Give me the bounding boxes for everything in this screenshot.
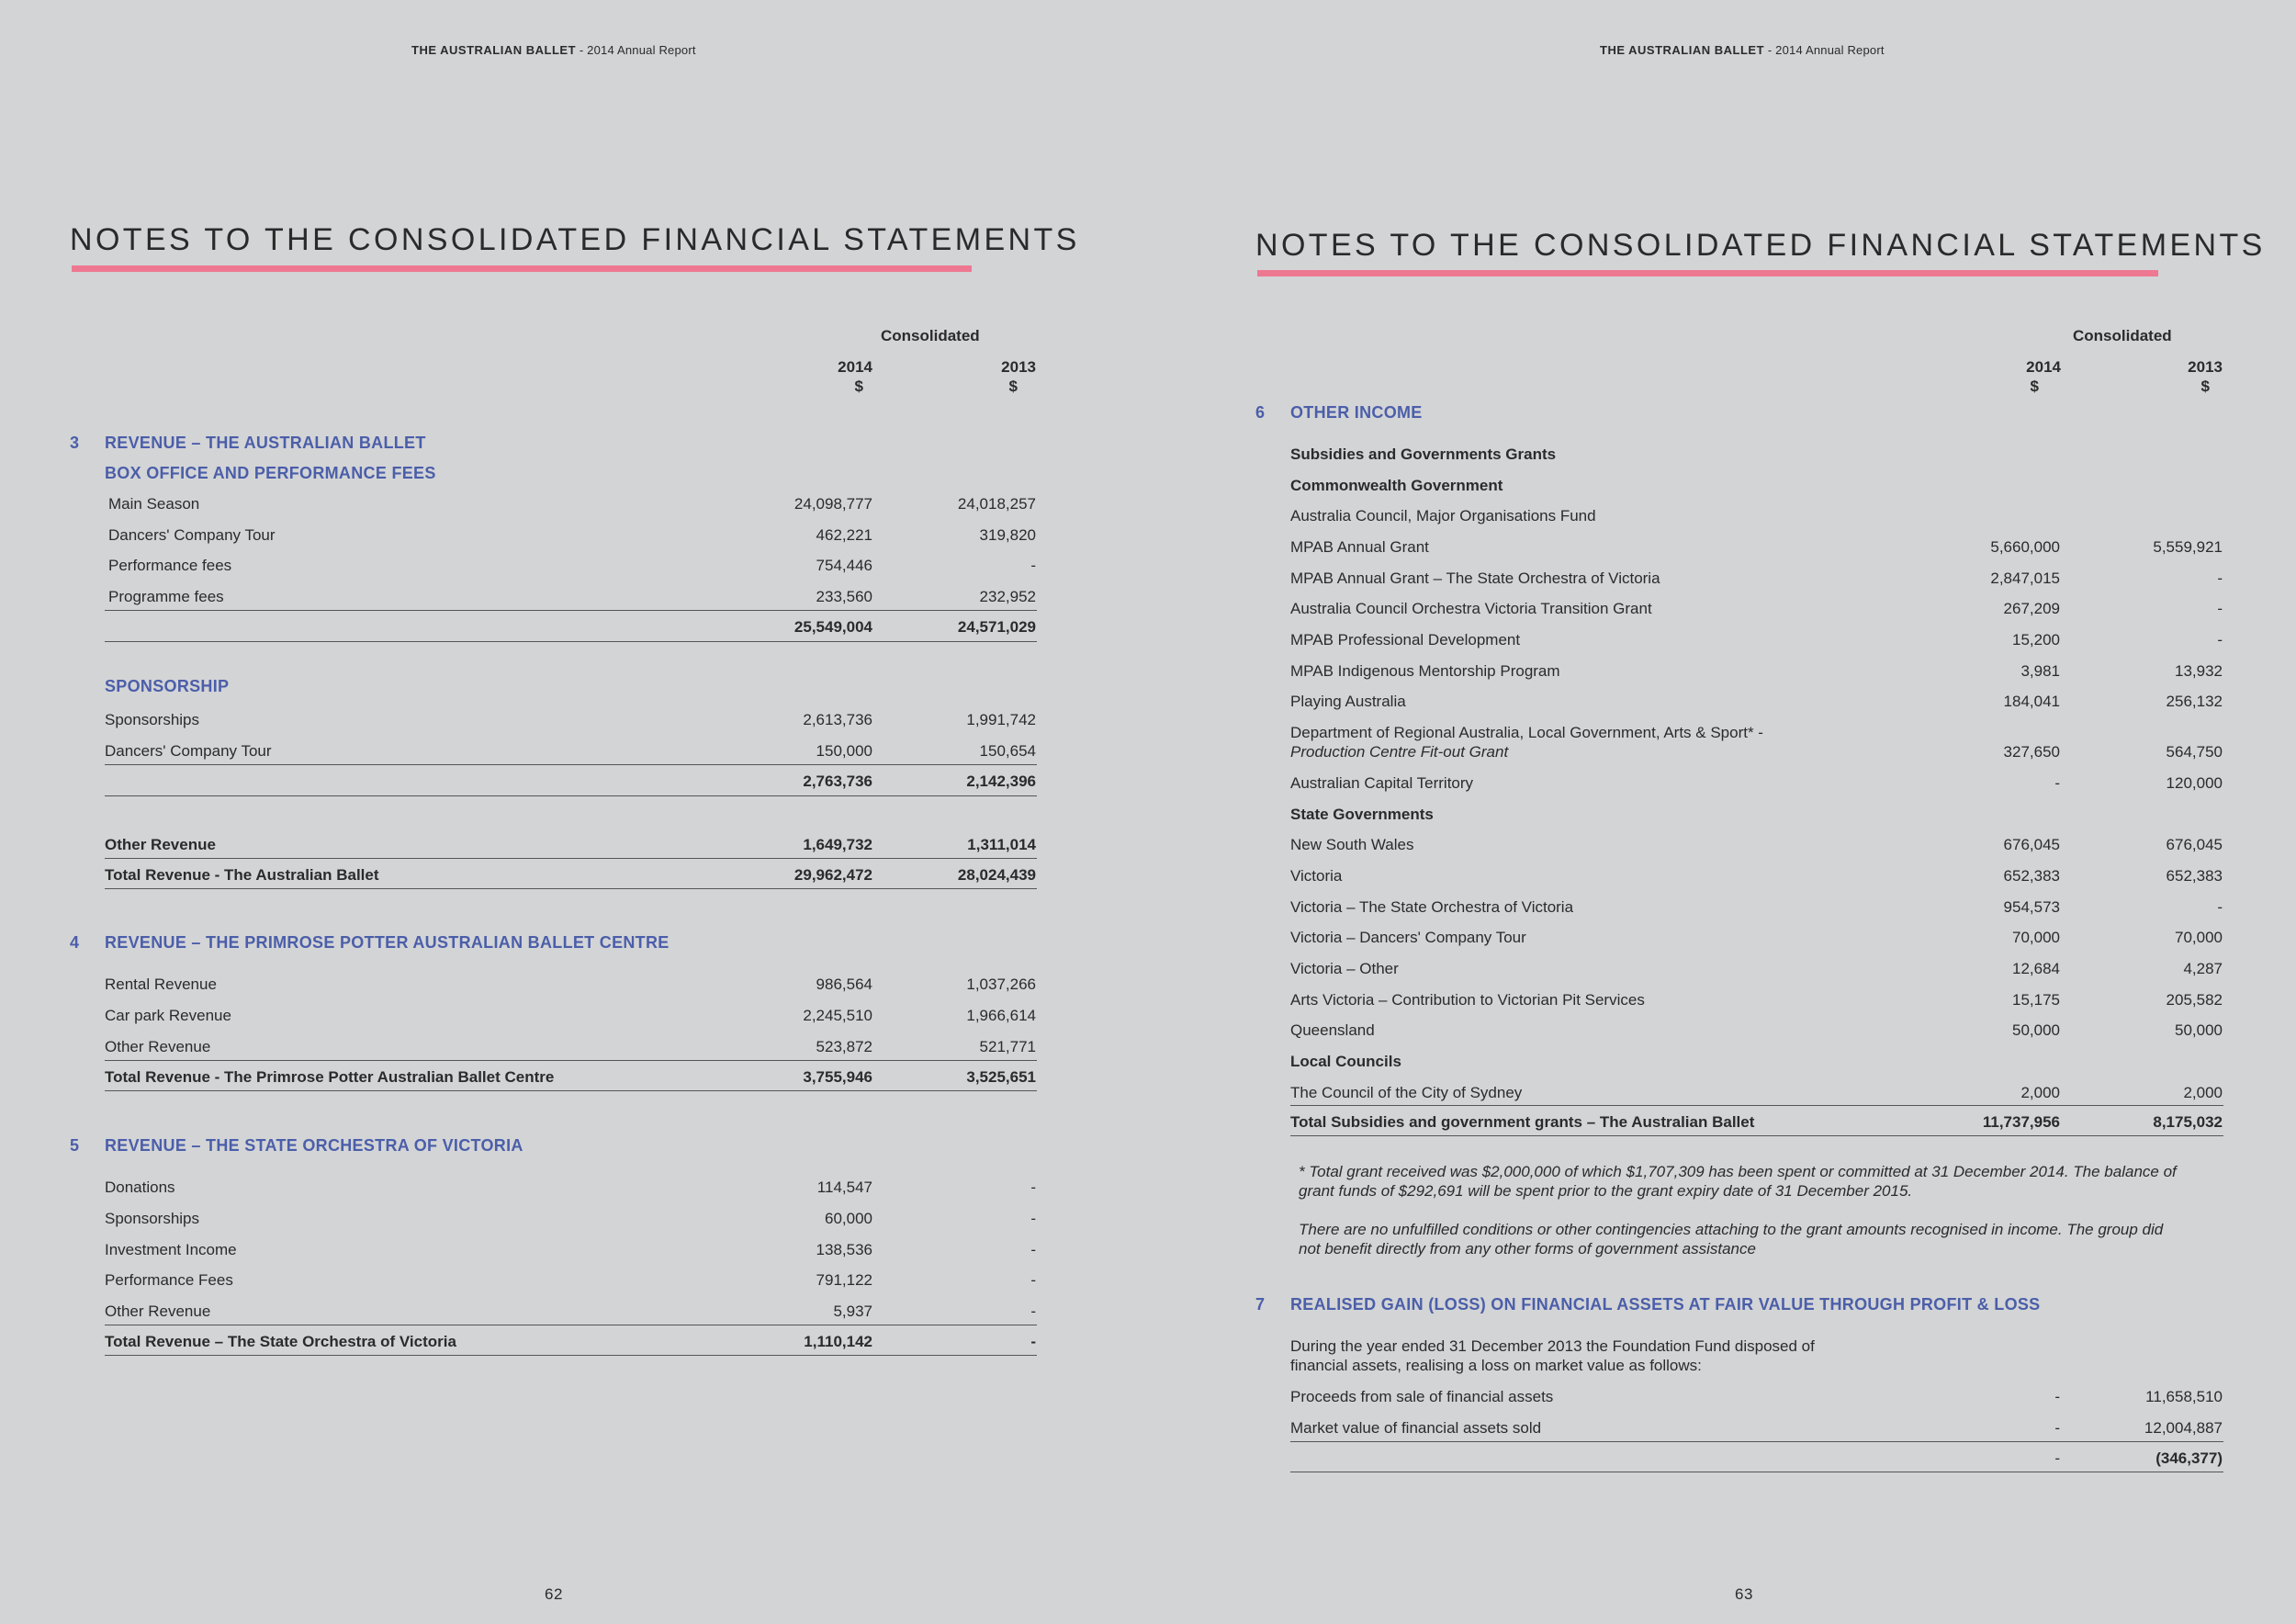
rule [105, 1090, 1037, 1091]
group-heading: Subsidies and Governments Grants [1290, 445, 1557, 463]
cell-2013: - [1030, 1271, 1036, 1289]
row-label: Investment Income [105, 1241, 237, 1258]
cell-2013: 232,952 [979, 588, 1036, 605]
footnote-line: * Total grant received was $2,000,000 of which $1,707,309 has been spent or committed at 31 December 2014. The balance of [1299, 1163, 2177, 1180]
cell-2014: 267,209 [2003, 600, 2060, 617]
total-revenue-2013: 28,024,439 [957, 866, 1036, 884]
rule [105, 610, 1037, 611]
rule [105, 795, 1037, 796]
title-underline [72, 265, 972, 272]
currency-2013: $ [1008, 378, 1018, 395]
total-2013: - [1030, 1333, 1036, 1350]
page-title: NOTES TO THE CONSOLIDATED FINANCIAL STATEMENTS [70, 222, 1080, 257]
cell-2014: - [2054, 1388, 2060, 1405]
row-label: Victoria – The State Orchestra of Victoria [1290, 898, 1574, 916]
cell-2014: 60,000 [825, 1210, 872, 1227]
cell-2014: 2,613,736 [803, 711, 872, 728]
row-label: Main Season [108, 495, 200, 513]
cell-2014: 523,872 [816, 1038, 872, 1055]
section-number: 6 [1255, 403, 1266, 422]
cell-2014: 5,937 [833, 1303, 872, 1320]
row-label: Donations [105, 1179, 175, 1196]
cell-2013: 13,932 [2175, 662, 2223, 680]
subtotal-2013: 24,571,029 [957, 618, 1036, 636]
consolidated-heading: Consolidated [2073, 327, 2172, 344]
year-2013: 2013 [1001, 358, 1036, 376]
year-2014: 2014 [838, 358, 872, 376]
cell-2013: 4,287 [2183, 960, 2223, 977]
cell-2013: - [2217, 898, 2223, 916]
cell-2014: - [2054, 774, 2060, 792]
cell-2014: 233,560 [816, 588, 872, 605]
row-label: Australia Council, Major Organisations Fund [1290, 507, 1596, 524]
section-title: OTHER INCOME [1290, 403, 1423, 422]
cell-2013: 564,750 [2166, 743, 2223, 761]
row-label: Dancers' Company Tour [108, 526, 276, 544]
rule [105, 641, 1037, 642]
intro-line: financial assets, realising a loss on market value as follows: [1290, 1357, 1702, 1374]
title-underline [1257, 270, 2158, 276]
total-2014: 3,755,946 [803, 1068, 872, 1086]
cell-2014: 15,200 [2012, 631, 2060, 648]
cell-2013: - [1030, 557, 1036, 574]
rule [105, 1355, 1037, 1356]
row-label: Dancers' Company Tour [105, 742, 272, 760]
cell-2014: 15,175 [2012, 991, 2060, 1009]
subtotal-2014: 2,763,736 [803, 773, 872, 790]
cell-2013: 12,004,887 [2144, 1419, 2223, 1437]
cell-2013: 521,771 [979, 1038, 1036, 1055]
cell-2013: 50,000 [2175, 1021, 2223, 1039]
cell-2013: 205,582 [2166, 991, 2223, 1009]
row-label: Other Revenue [105, 1038, 211, 1055]
group-heading: State Governments [1290, 806, 1434, 823]
row-label: The Council of the City of Sydney [1290, 1084, 1523, 1101]
row-label: Proceeds from sale of financial assets [1290, 1388, 1554, 1405]
cell-2014: 2,245,510 [803, 1007, 872, 1024]
row-label: Arts Victoria – Contribution to Victorian Pit Services [1290, 991, 1645, 1009]
row-label: Queensland [1290, 1021, 1375, 1039]
total-label: Total Revenue - The Primrose Potter Australian Ballet Centre [105, 1068, 555, 1086]
row-label: Australia Council Orchestra Victoria Transition Grant [1290, 600, 1652, 617]
section-title: REALISED GAIN (LOSS) ON FINANCIAL ASSETS AT FAIR VALUE THROUGH PROFIT & LOSS [1290, 1295, 2041, 1314]
row-label: Performance Fees [105, 1271, 233, 1289]
currency-2014: $ [854, 378, 863, 395]
row-label: Department of Regional Australia, Local Government, Arts & Sport* - [1290, 724, 1763, 741]
cell-2014: 150,000 [816, 742, 872, 760]
cell-2013: 652,383 [2166, 867, 2223, 885]
rule [105, 764, 1037, 765]
cell-2014: 652,383 [2003, 867, 2060, 885]
rule [1290, 1441, 2223, 1442]
cell-2014: 676,045 [2003, 836, 2060, 853]
cell-2014: 754,446 [816, 557, 872, 574]
cell-2013: - [2217, 631, 2223, 648]
cell-2013: 1,991,742 [966, 711, 1036, 728]
cell-2014: 986,564 [816, 976, 872, 993]
section-number: 5 [70, 1136, 80, 1155]
row-label: Other Revenue [105, 1303, 211, 1320]
cell-2013: 11,658,510 [2145, 1388, 2223, 1405]
subtotal-2014: 25,549,004 [793, 618, 872, 636]
row-label: MPAB Indigenous Mentorship Program [1290, 662, 1560, 680]
cell-2013: - [2217, 570, 2223, 587]
total-revenue-2014: 29,962,472 [793, 866, 872, 884]
cell-2013: - [1030, 1303, 1036, 1320]
running-header: THE AUSTRALIAN BALLET - 2014 Annual Report [411, 43, 696, 57]
currency-2014: $ [2030, 378, 2039, 395]
cell-2013: 2,000 [2183, 1084, 2223, 1101]
cell-2013: 1,037,266 [966, 976, 1036, 993]
section-subtitle: BOX OFFICE AND PERFORMANCE FEES [105, 464, 436, 482]
cell-2013: - [1030, 1210, 1036, 1227]
consolidated-heading: Consolidated [881, 327, 980, 344]
cell-2014: 462,221 [816, 526, 872, 544]
row-label: MPAB Annual Grant – The State Orchestra of Victoria [1290, 570, 1660, 587]
section-title: REVENUE – THE STATE ORCHESTRA OF VICTORIA [105, 1136, 523, 1155]
cell-2013: 24,018,257 [957, 495, 1036, 513]
section-number: 4 [70, 933, 80, 952]
section-title: REVENUE – THE PRIMROSE POTTER AUSTRALIAN BALLET CENTRE [105, 933, 670, 952]
group-heading: Local Councils [1290, 1053, 1401, 1070]
total-2013: (346,377) [2155, 1449, 2223, 1467]
cell-2013: 676,045 [2166, 836, 2223, 853]
rule [1290, 1105, 2223, 1106]
rule [105, 888, 1037, 889]
total-2013: 3,525,651 [966, 1068, 1036, 1086]
total-2014: 11,737,956 [1982, 1113, 2060, 1131]
row-label: MPAB Professional Development [1290, 631, 1521, 648]
total-label: Total Subsidies and government grants – The Australian Ballet [1290, 1113, 1755, 1131]
row-label: Victoria – Other [1290, 960, 1399, 977]
total-2014: 1,110,142 [804, 1333, 872, 1350]
cell-2014: 184,041 [2003, 693, 2060, 710]
other-revenue-label: Other Revenue [105, 836, 216, 853]
footnote-line: grant funds of $292,691 will be spent prior to the grant expiry date of 31 December 2015. [1299, 1182, 1913, 1200]
cell-2014: - [2054, 1419, 2060, 1437]
currency-2013: $ [2200, 378, 2210, 395]
cell-2014: 114,547 [816, 1179, 872, 1196]
cell-2013: 150,654 [979, 742, 1036, 760]
total-2013: 8,175,032 [2153, 1113, 2223, 1131]
row-label: Victoria – Dancers' Company Tour [1290, 929, 1526, 946]
subtotal-2013: 2,142,396 [966, 773, 1036, 790]
footnote-line: There are no unfulfilled conditions or other contingencies attaching to the grant amounts recognised in income. The group did [1299, 1221, 2164, 1238]
intro-line: During the year ended 31 December 2013 the Foundation Fund disposed of [1290, 1337, 1815, 1355]
row-label: Car park Revenue [105, 1007, 231, 1024]
row-label: Sponsorships [105, 1210, 200, 1227]
cell-2014: 12,684 [2012, 960, 2060, 977]
cell-2014: 70,000 [2012, 929, 2060, 946]
row-label: Performance fees [108, 557, 232, 574]
section-number: 3 [70, 434, 80, 452]
row-label: Australian Capital Territory [1290, 774, 1474, 792]
cell-2014: 50,000 [2012, 1021, 2060, 1039]
other-revenue-2014: 1,649,732 [803, 836, 872, 853]
cell-2013: 120,000 [2166, 774, 2223, 792]
rule [105, 858, 1037, 859]
row-label: Market value of financial assets sold [1290, 1419, 1542, 1437]
row-label-italic: Production Centre Fit-out Grant [1290, 743, 1509, 761]
cell-2013: - [1030, 1179, 1036, 1196]
row-label: Victoria [1290, 867, 1343, 885]
total-revenue-label: Total Revenue - The Australian Ballet [105, 866, 379, 884]
cell-2014: 2,000 [2020, 1084, 2060, 1101]
year-2014: 2014 [2026, 358, 2061, 376]
row-label: Sponsorships [105, 711, 200, 728]
total-label: Total Revenue – The State Orchestra of Victoria [105, 1333, 456, 1350]
year-2013: 2013 [2188, 358, 2223, 376]
cell-2014: 24,098,777 [793, 495, 872, 513]
other-revenue-2013: 1,311,014 [967, 836, 1036, 853]
rule [1290, 1135, 2223, 1136]
cell-2014: 327,650 [2003, 743, 2060, 761]
row-label: New South Wales [1290, 836, 1414, 853]
cell-2013: 1,966,614 [966, 1007, 1036, 1024]
cell-2014: 791,122 [816, 1271, 872, 1289]
cell-2013: - [2217, 600, 2223, 617]
row-label: Playing Australia [1290, 693, 1406, 710]
row-label: Rental Revenue [105, 976, 217, 993]
sponsorship-heading: SPONSORSHIP [105, 677, 230, 695]
page-number: 63 [1735, 1585, 1753, 1603]
cell-2013: 256,132 [2166, 693, 2223, 710]
cell-2014: 2,847,015 [1990, 570, 2060, 587]
page-title: NOTES TO THE CONSOLIDATED FINANCIAL STATEMENTS [1255, 228, 2266, 263]
cell-2014: 3,981 [2020, 662, 2060, 680]
cell-2013: 5,559,921 [2153, 538, 2223, 556]
row-label: MPAB Annual Grant [1290, 538, 1429, 556]
cell-2013: - [1030, 1241, 1036, 1258]
page-number: 62 [545, 1585, 563, 1603]
cell-2013: 70,000 [2175, 929, 2223, 946]
total-2014: - [2054, 1449, 2060, 1467]
section-number: 7 [1255, 1295, 1266, 1314]
group-heading: Commonwealth Government [1290, 477, 1503, 494]
rule [105, 1060, 1037, 1061]
cell-2014: 954,573 [2003, 898, 2060, 916]
cell-2014: 5,660,000 [1990, 538, 2060, 556]
right-page [1148, 0, 2296, 1624]
footnote-line: not benefit directly from any other forms of government assistance [1299, 1240, 1756, 1257]
section-title: REVENUE – THE AUSTRALIAN BALLET [105, 434, 426, 452]
running-header: THE AUSTRALIAN BALLET - 2014 Annual Report [1600, 43, 1885, 57]
cell-2013: 319,820 [979, 526, 1036, 544]
cell-2014: 138,536 [816, 1241, 872, 1258]
row-label: Programme fees [108, 588, 224, 605]
